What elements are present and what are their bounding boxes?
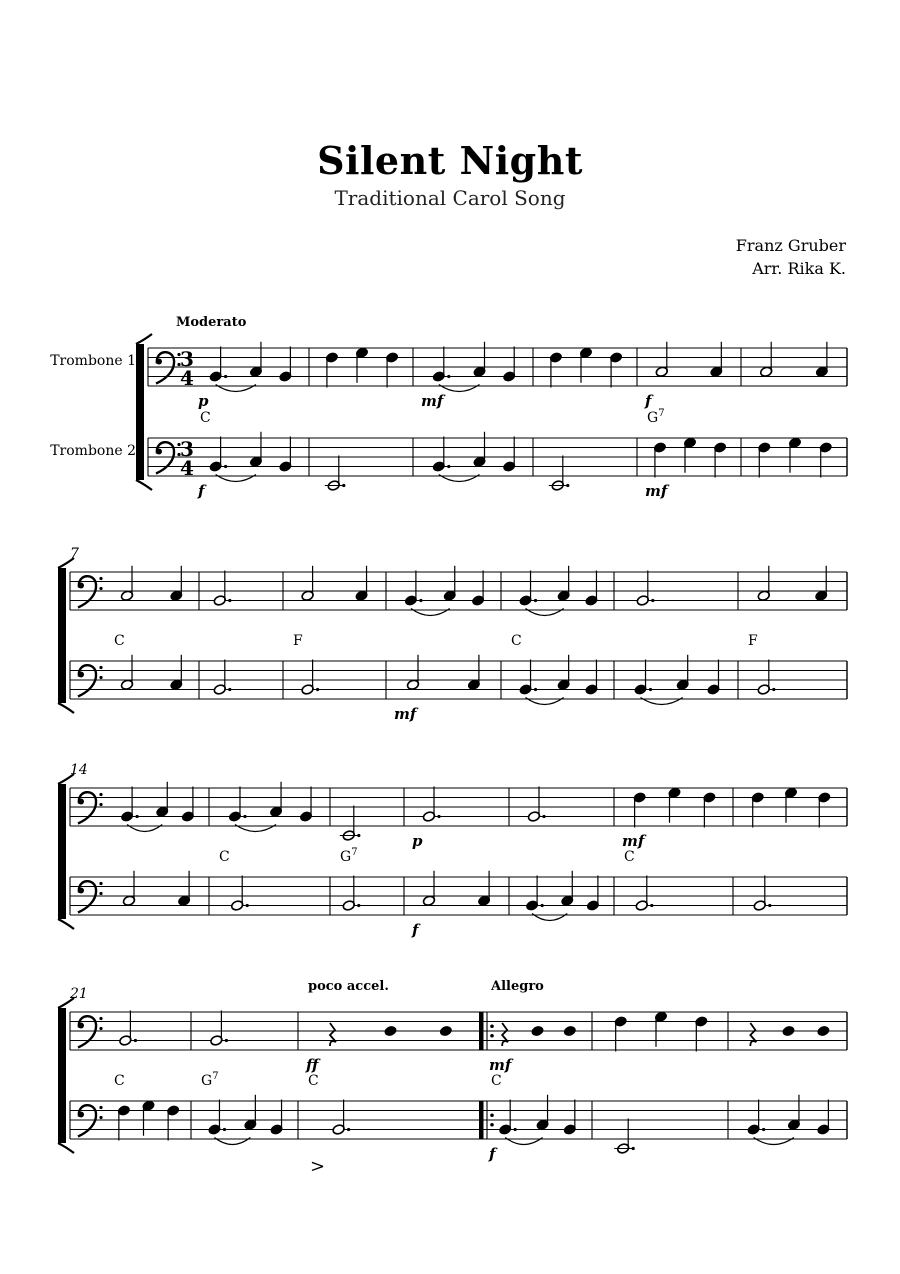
note-dot — [514, 1128, 517, 1131]
bass-clef-icon — [99, 1106, 102, 1109]
chord-symbol: C — [114, 1073, 125, 1089]
note-head — [782, 1025, 795, 1037]
note-dot — [447, 375, 450, 378]
measure-number: 21 — [70, 986, 88, 1002]
composer-name: Franz Gruber — [735, 236, 846, 255]
dynamic-marking: f — [412, 921, 419, 939]
accent-mark: > — [310, 1156, 326, 1177]
bass-clef-icon — [78, 665, 96, 696]
note-dot — [419, 599, 422, 602]
bass-clef-icon — [99, 1027, 102, 1030]
measure-number: 14 — [70, 762, 88, 778]
chord-extension: 7 — [351, 847, 358, 858]
system-bracket — [136, 344, 144, 480]
quarter-rest — [750, 1023, 756, 1046]
dynamic-marking: p — [198, 392, 209, 410]
system-bracket — [58, 919, 74, 929]
dynamic-marking: mf — [421, 392, 444, 410]
note-dot — [136, 815, 139, 818]
note-dot — [357, 904, 360, 907]
note-dot — [225, 1039, 228, 1042]
chord-extension: 7 — [212, 1071, 219, 1082]
chord-symbol: $G^7$ — [647, 408, 665, 426]
note-dot — [762, 1128, 765, 1131]
bass-clef-icon — [78, 1023, 84, 1029]
note-head — [439, 1025, 452, 1037]
bass-clef-icon — [99, 666, 102, 669]
note-head — [384, 1025, 397, 1037]
dynamic-marking: mf — [489, 1056, 512, 1074]
tempo-mark: Moderato — [176, 315, 247, 330]
bass-clef-icon — [156, 449, 162, 455]
bass-clef-icon — [78, 672, 84, 678]
note-dot — [224, 465, 227, 468]
bass-clef-icon — [78, 1112, 84, 1118]
bass-clef-icon — [78, 881, 96, 912]
note-dot — [534, 688, 537, 691]
chord-symbol: C — [491, 1073, 502, 1089]
dynamic-marking: f — [198, 482, 205, 500]
bass-clef-icon — [78, 799, 84, 805]
time-signature-bottom: 4 — [180, 456, 194, 480]
note-dot — [223, 1128, 226, 1131]
dynamic-marking: mf — [622, 832, 645, 850]
note-dot — [316, 688, 319, 691]
bass-clef-icon — [99, 676, 102, 679]
bass-clef-icon — [99, 803, 102, 806]
time-signature-bottom: 4 — [180, 366, 194, 390]
note-dot — [649, 688, 652, 691]
chord-symbol: C — [200, 410, 211, 426]
measure-number: 7 — [70, 546, 79, 562]
system-bracket — [58, 703, 74, 713]
page-title: Silent Night — [317, 138, 583, 183]
bass-clef-icon — [156, 352, 174, 383]
note-head — [817, 1025, 830, 1037]
staves — [58, 334, 847, 1153]
bass-clef-icon — [78, 1105, 96, 1136]
arranger-name: Arr. Rika K. — [752, 259, 846, 278]
repeat-dot — [490, 1123, 494, 1127]
note-dot — [447, 465, 450, 468]
note-dot — [534, 599, 537, 602]
dynamic-marking: f — [645, 392, 652, 410]
note-dot — [541, 904, 544, 907]
bass-clef-icon — [78, 576, 96, 607]
chord-symbol: $G^7$ — [201, 1071, 219, 1089]
bass-clef-icon — [78, 888, 84, 894]
note-dot — [134, 1039, 137, 1042]
bass-clef-icon — [99, 577, 102, 580]
note-dot — [772, 688, 775, 691]
bass-clef-icon — [99, 793, 102, 796]
bass-clef-icon — [78, 1016, 96, 1047]
note-dot — [243, 815, 246, 818]
chord-symbol: C — [219, 849, 230, 865]
chord-symbol: C — [511, 633, 522, 649]
instrument-label-trombone1: Trombone 1 — [50, 353, 136, 369]
instrument-label-trombone2: Trombone 2 — [50, 443, 136, 459]
note-dot — [228, 688, 231, 691]
note-dot — [246, 904, 249, 907]
tempo-mark: poco accel. — [308, 979, 389, 994]
bass-clef-icon — [156, 359, 162, 365]
bass-clef-icon — [99, 1017, 102, 1020]
system-bracket — [58, 1008, 66, 1143]
repeat-barline — [479, 1101, 484, 1139]
note-head — [531, 1025, 544, 1037]
page-subtitle: Traditional Carol Song — [334, 186, 566, 210]
note-dot — [437, 815, 440, 818]
chord-symbol: F — [748, 633, 758, 649]
repeat-barline — [479, 1012, 484, 1050]
dynamic-marking: mf — [394, 705, 417, 723]
bass-clef-icon — [99, 882, 102, 885]
quarter-rest — [330, 1023, 336, 1046]
repeat-dot — [490, 1034, 494, 1038]
quarter-rest — [502, 1023, 508, 1046]
note-dot — [651, 599, 654, 602]
tempo-mark: Allegro — [491, 979, 544, 994]
bass-clef-icon — [99, 587, 102, 590]
note-dot — [224, 375, 227, 378]
dynamic-marking: p — [412, 832, 423, 850]
chord-symbol: C — [114, 633, 125, 649]
chord-symbol: $G^7$ — [340, 847, 358, 865]
notes — [117, 342, 832, 1155]
dynamic-marking: f — [489, 1145, 496, 1163]
note-head — [563, 1025, 576, 1037]
system-bracket — [58, 1143, 74, 1153]
system-bracket — [136, 480, 152, 490]
time-signature-top: 3 — [180, 347, 194, 371]
dynamic-marking: mf — [645, 482, 668, 500]
note-dot — [347, 1128, 350, 1131]
score-labels — [50, 315, 758, 1177]
system-bracket — [136, 334, 152, 344]
time-signature-top: 3 — [180, 437, 194, 461]
bass-clef-icon — [78, 792, 96, 823]
chord-extension: 7 — [658, 408, 665, 419]
note-dot — [228, 599, 231, 602]
repeat-dot — [490, 1113, 494, 1117]
chord-symbol: C — [308, 1073, 319, 1089]
bass-clef-icon — [99, 1116, 102, 1119]
bass-clef-icon — [99, 892, 102, 895]
dynamic-marking: ff — [306, 1056, 319, 1074]
bass-clef-icon — [78, 583, 84, 589]
bass-clef-icon — [156, 442, 174, 473]
note-dot — [650, 904, 653, 907]
system-bracket — [58, 784, 66, 919]
system-bracket — [58, 568, 66, 703]
repeat-dot — [490, 1024, 494, 1028]
chord-symbol: F — [293, 633, 303, 649]
note-dot — [768, 904, 771, 907]
chord-symbol: C — [624, 849, 635, 865]
note-dot — [542, 815, 545, 818]
